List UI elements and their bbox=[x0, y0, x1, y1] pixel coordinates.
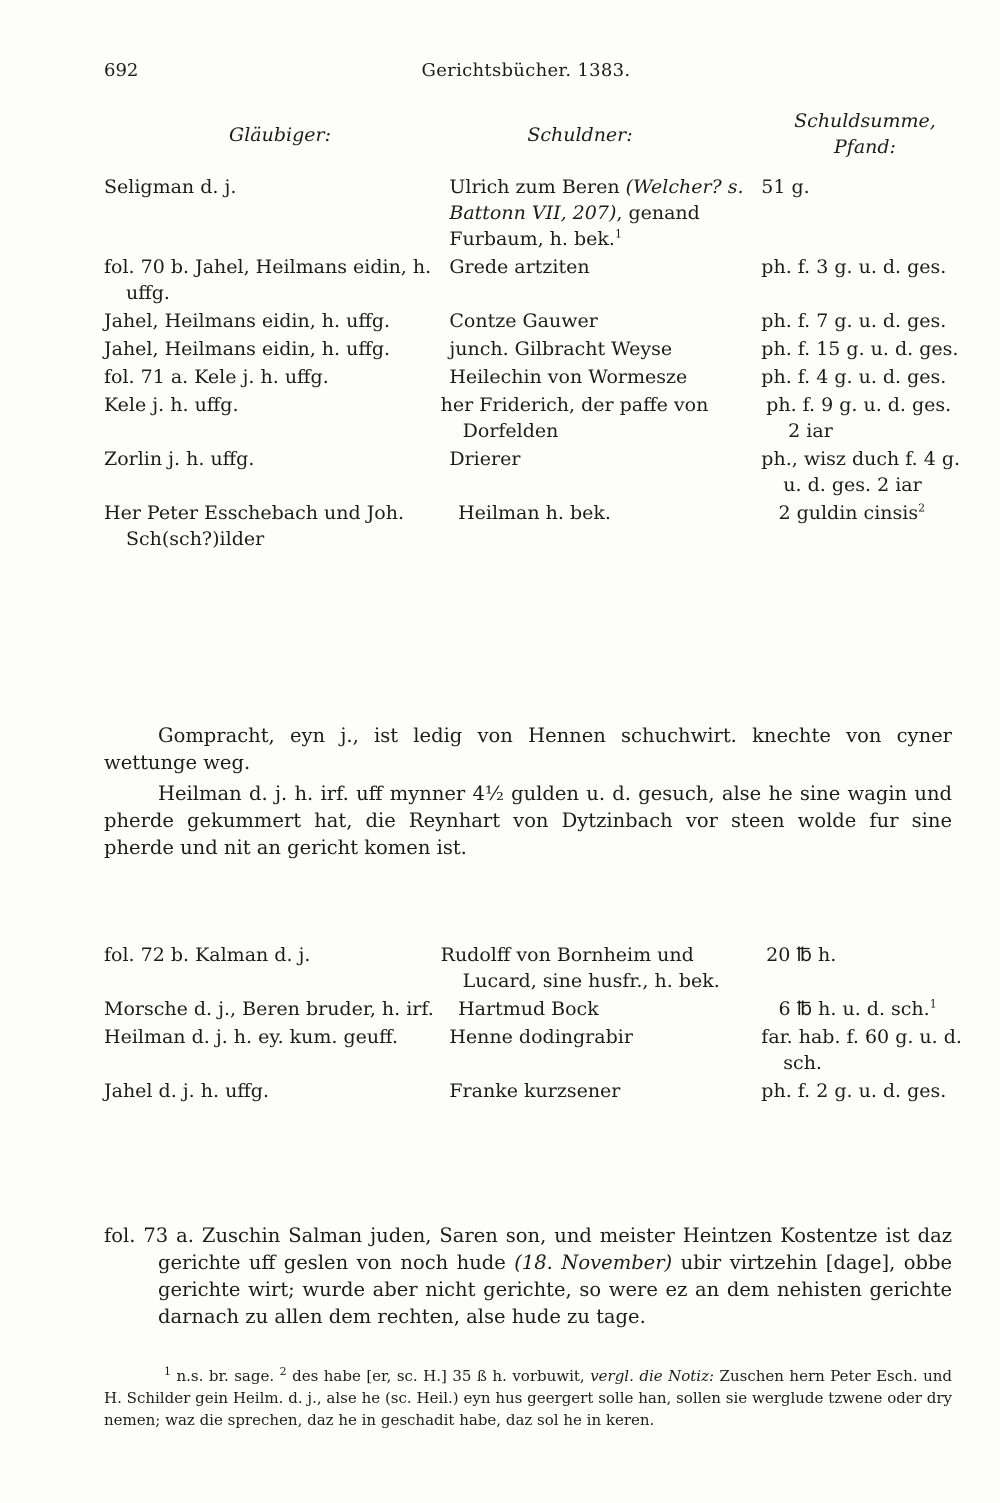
creditor-cell: fol. 72 b. Kalman d. j. bbox=[104, 944, 311, 966]
creditor-cell: fol. 71 a. Kele j. h. uffg. bbox=[104, 366, 329, 388]
debtor-cell bbox=[449, 174, 761, 252]
amount-cell: far. hab. f. 60 g. u. d. sch. bbox=[761, 1026, 962, 1074]
footnote-1-text: n.s. br. sage. bbox=[171, 1367, 280, 1385]
paragraph-gompracht: Gompracht, eyn j., ist ledig von Hennen schuchwirt. knechte von cyner wettunge weg. bbox=[104, 724, 952, 774]
table-row bbox=[104, 308, 964, 334]
page-number: 692 bbox=[104, 60, 139, 81]
creditor-cell: fol. 70 b. Jahel, Heilmans eidin, h. uffg. bbox=[104, 256, 432, 304]
table-row bbox=[104, 336, 964, 362]
table-row bbox=[104, 500, 964, 552]
table-row bbox=[104, 1078, 964, 1104]
page-header bbox=[104, 60, 948, 86]
footnote-2-mark: 2 bbox=[279, 1365, 287, 1378]
debtor-cell: Grede artziten bbox=[449, 256, 590, 278]
footnote-2-italic: vergl. die Notiz: bbox=[590, 1367, 715, 1385]
table-row bbox=[104, 446, 964, 498]
amount-cell: ph. f. 4 g. u. d. ges. bbox=[761, 366, 947, 388]
editorial-note: (Welcher? s. Battonn VII, 207) bbox=[449, 176, 744, 224]
amount-cell bbox=[778, 996, 964, 1022]
column-header-summe-line1: Schuldsumme, bbox=[794, 110, 936, 132]
debtor-cell: Hartmud Bock bbox=[458, 998, 599, 1020]
debtor-cell: Heilechin von Wormesze bbox=[449, 366, 688, 388]
table-row bbox=[104, 1024, 964, 1076]
debtor-cell: Drierer bbox=[449, 448, 521, 470]
ledger-table-2 bbox=[104, 942, 964, 1106]
ledger-table-1 bbox=[104, 174, 964, 554]
amount-cell: ph. f. 3 g. u. d. ges. bbox=[761, 256, 947, 278]
table-row bbox=[104, 364, 964, 390]
creditor-cell: Heilman d. j. h. ey. kum. geuff. bbox=[104, 1026, 398, 1048]
paragraph-zuschin bbox=[104, 1222, 952, 1330]
column-header-schuldner: Schuldner: bbox=[527, 124, 633, 146]
footnote-block bbox=[104, 1365, 952, 1431]
creditor-cell: Jahel d. j. h. uffg. bbox=[104, 1080, 270, 1102]
table-row bbox=[104, 996, 964, 1022]
paragraph-heilman: Heilman d. j. h. irf. uff mynner 4½ gulden u. d. gesuch, alse he sine wagin und pherde gekummert hat, die Reynhart von Dytzinbach vor steen wolde fur sine pherde und nit an gericht komen ist. bbox=[104, 782, 952, 859]
creditor-cell: Kele j. h. uffg. bbox=[104, 394, 239, 416]
amount-cell: ph. f. 15 g. u. d. ges. bbox=[761, 338, 959, 360]
table-row bbox=[104, 254, 964, 306]
footnote-ref: 1 bbox=[929, 997, 937, 1011]
amount-text: 6 ℔ h. u. d. sch. bbox=[778, 998, 930, 1020]
column-header-schuldsumme bbox=[770, 108, 960, 160]
amount-cell bbox=[778, 500, 964, 552]
debtor-cell: Heilman h. bek. bbox=[458, 502, 611, 524]
creditor-cell: Morsche d. j., Beren bruder, h. irf. bbox=[104, 998, 434, 1020]
footnotes bbox=[104, 1365, 952, 1431]
table-row bbox=[104, 942, 964, 994]
final-entry-lead: fol. 73 a. Zuschin Salman juden, Saren son, und meister Heintzen Kostentze ist daz gerichte uff geslen von noch hude bbox=[104, 1224, 952, 1274]
debtor-name-cont: , genand Furbaum, h. bek. bbox=[449, 202, 700, 250]
amount-text: 2 guldin cinsis bbox=[778, 502, 919, 524]
debtor-cell: Henne dodingrabir bbox=[449, 1026, 633, 1048]
date-note: (18. November) bbox=[514, 1251, 673, 1274]
footnote-2-text-a: des habe [er, sc. H.] 35 ß h. vorbuwit, bbox=[286, 1367, 591, 1385]
final-entry bbox=[104, 1222, 952, 1334]
debtor-cell: Contze Gauwer bbox=[449, 310, 598, 332]
footnote-2-text-b: Zuschen hern Peter Esch. und H. Schilder gein Heilm. d. j., alse he (sc. Heil.) eyn hus geergert solle han, sollen sie werglude tzwene oder dry nemen; waz die sprechen, daz he in geschadit habe, daz sol he in keren. bbox=[104, 1367, 952, 1429]
debtor-cell: her Friderich, der paffe von Dorfelden bbox=[440, 394, 709, 442]
debtor-cell: Rudolff von Bornheim und Lucard, sine husfr., h. bek. bbox=[440, 944, 720, 992]
amount-cell: ph., wisz duch f. 4 g. u. d. ges. 2 iar bbox=[761, 448, 961, 496]
creditor-cell: Seligman d. j. bbox=[104, 176, 237, 198]
debtor-name: Ulrich zum Beren bbox=[449, 176, 626, 198]
footnote-ref: 1 bbox=[614, 227, 622, 241]
amount-cell: ph. f. 9 g. u. d. ges. 2 iar bbox=[766, 394, 952, 442]
debtor-cell: junch. Gilbracht Weyse bbox=[449, 338, 673, 360]
amount-cell: ph. f. 7 g. u. d. ges. bbox=[761, 310, 947, 332]
entry-paragraphs bbox=[104, 722, 952, 865]
creditor-cell: Her Peter Esschebach und Joh. Sch(sch?)ilder bbox=[104, 502, 405, 550]
amount-cell: 20 ℔ h. bbox=[766, 944, 837, 966]
amount-cell: 51 g. bbox=[761, 176, 810, 198]
amount-cell: ph. f. 2 g. u. d. ges. bbox=[761, 1080, 947, 1102]
table-row bbox=[104, 174, 964, 252]
final-entry-rest: ubir virtzehin [dage], obbe gerichte wirt; wurde aber nicht gerichte, so were ez an dem nehisten gerichte darnach zu allen dem rechten, alse hude zu tage. bbox=[158, 1251, 952, 1328]
footnote-ref: 2 bbox=[918, 501, 926, 515]
footnote-1-mark: 1 bbox=[164, 1365, 171, 1378]
creditor-cell: Jahel, Heilmans eidin, h. uffg. bbox=[104, 338, 391, 360]
running-title: Gerichtsbücher. 1383. bbox=[421, 60, 631, 81]
creditor-cell: Zorlin j. h. uffg. bbox=[104, 448, 255, 470]
column-header-glaeubiger: Gläubiger: bbox=[229, 124, 331, 146]
creditor-cell: Jahel, Heilmans eidin, h. uffg. bbox=[104, 310, 391, 332]
debtor-cell: Franke kurzsener bbox=[449, 1080, 621, 1102]
column-header-summe-line2: Pfand: bbox=[834, 136, 896, 158]
table-row bbox=[104, 392, 964, 444]
